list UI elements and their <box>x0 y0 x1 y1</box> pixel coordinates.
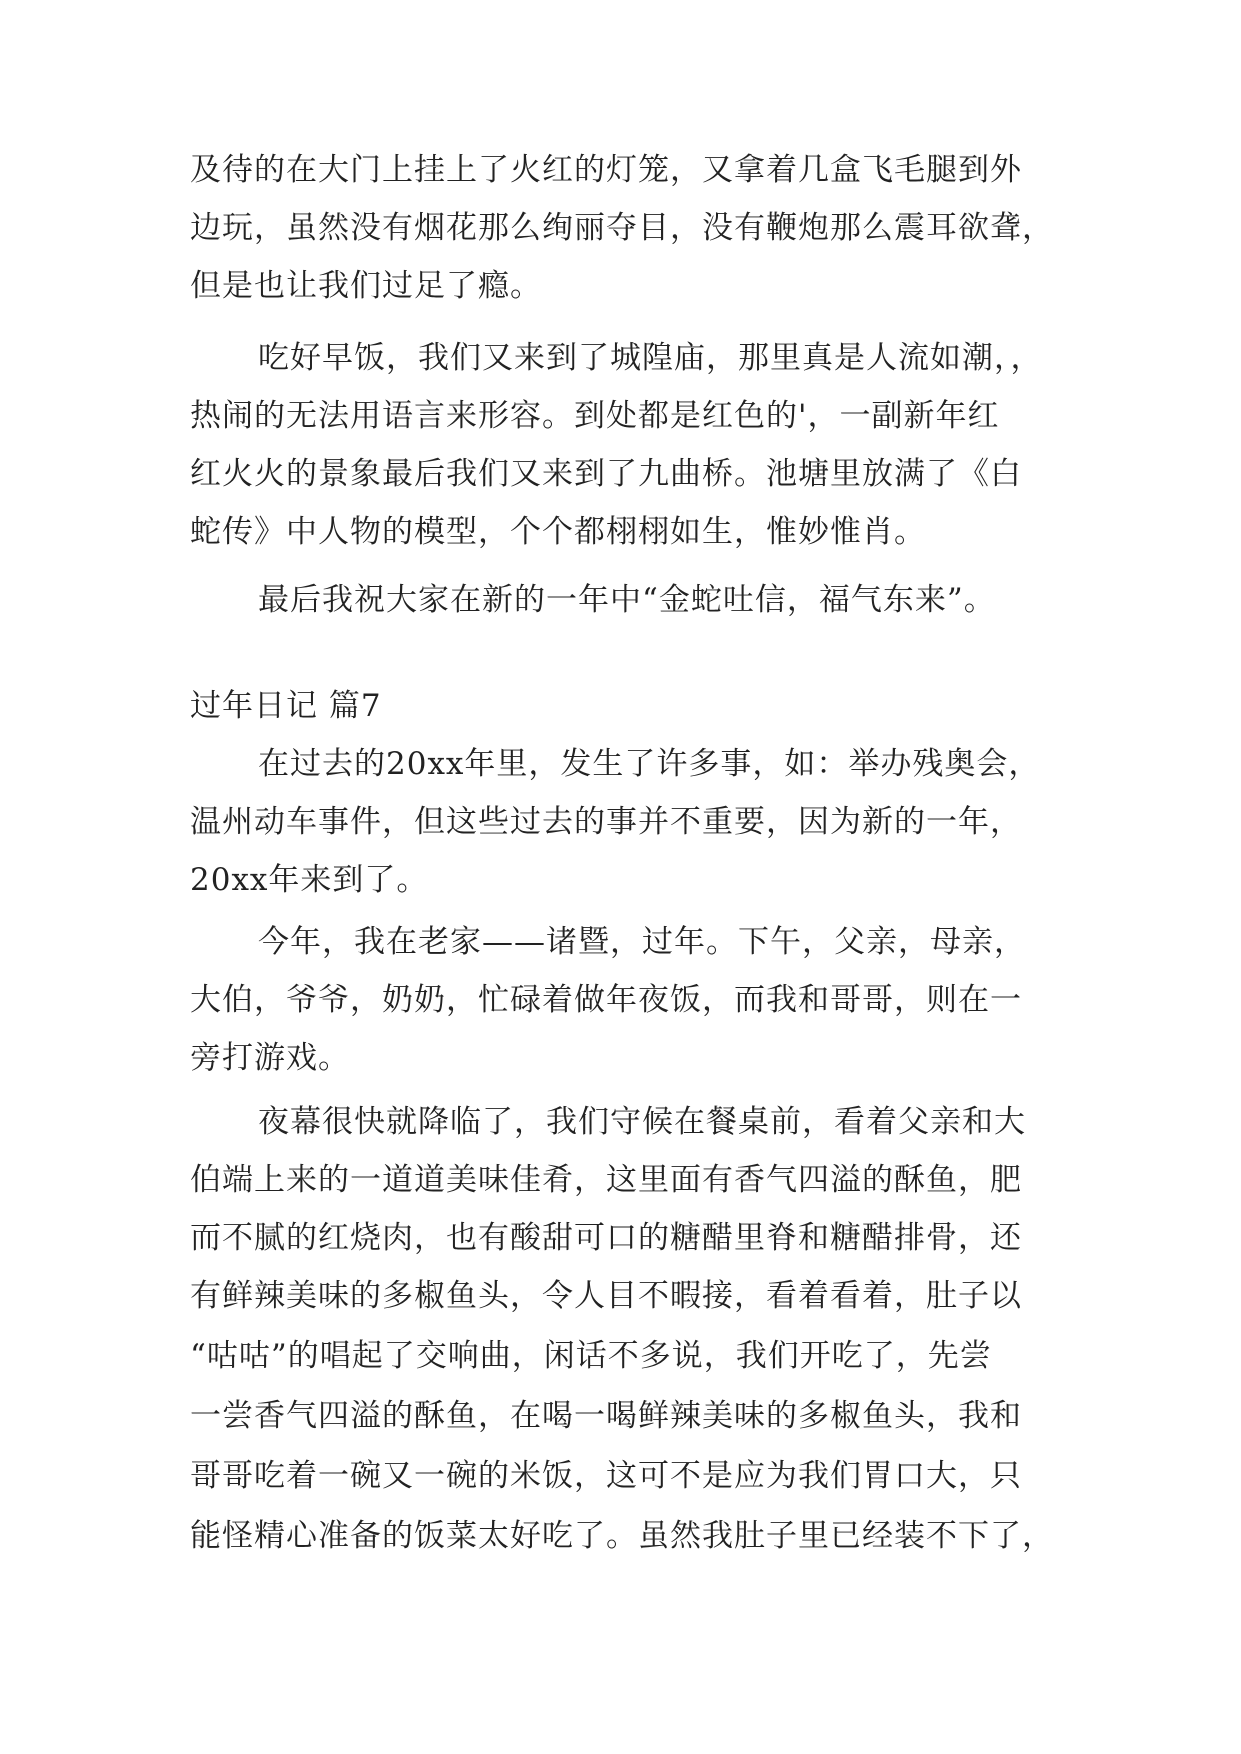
paragraph-first-line: 在过去的20xx年里，发生了许多事，如：举办残奥会， <box>258 746 1041 782</box>
paragraph-first-line: 夜幕很快就降临了，我们守候在餐桌前，看着父亲和大 <box>258 1104 1026 1140</box>
text-line: 哥哥吃着一碗又一碗的米饭，这可不是应为我们胃口大，只 <box>190 1458 1022 1494</box>
text-line: 及待的在大门上挂上了火红的灯笼，又拿着几盒飞毛腿到外 <box>190 152 1022 188</box>
paragraph-first-line: 今年，我在老家——诸暨，过年。下午，父亲，母亲， <box>258 924 1026 960</box>
text-line: 一尝香气四溢的酥鱼，在喝一喝鲜辣美味的多椒鱼头，我和 <box>190 1398 1022 1434</box>
text-line: 热闹的无法用语言来形容。到处都是红色的'，一副新年红 <box>190 398 1000 434</box>
text-line: 旁打游戏。 <box>190 1040 350 1076</box>
text-line: 大伯，爷爷，奶奶，忙碌着做年夜饭，而我和哥哥，则在一 <box>190 982 1022 1018</box>
paragraph-first-line: 最后我祝大家在新的一年中“金蛇吐信，福气东来”。 <box>258 582 996 618</box>
section-title: 过年日记 篇7 <box>190 688 382 724</box>
text-line: 红火火的景象最后我们又来到了九曲桥。池塘里放满了《白 <box>190 456 1022 492</box>
text-line: 而不腻的红烧肉，也有酸甜可口的糖醋里脊和糖醋排骨，还 <box>190 1220 1022 1256</box>
text-line: “咕咕”的唱起了交响曲，闲话不多说，我们开吃了，先尝 <box>190 1338 992 1374</box>
text-line: 边玩，虽然没有烟花那么绚丽夺目，没有鞭炮那么震耳欲聋， <box>190 210 1054 246</box>
text-line: 20xx年来到了。 <box>190 862 429 898</box>
text-line: 蛇传》中人物的模型，个个都栩栩如生，惟妙惟肖。 <box>190 514 926 550</box>
text-line: 有鲜辣美味的多椒鱼头，令人目不暇接，看着看着，肚子以 <box>190 1278 1022 1314</box>
text-line: 温州动车事件，但这些过去的事并不重要，因为新的一年， <box>190 804 1022 840</box>
text-line: 但是也让我们过足了瘾。 <box>190 268 542 304</box>
text-line: 伯端上来的一道道美味佳肴，这里面有香气四溢的酥鱼，肥 <box>190 1162 1022 1198</box>
paragraph-first-line: 吃好早饭，我们又来到了城隍庙，那里真是人流如潮，， <box>258 340 1043 376</box>
text-line: 能怪精心准备的饭菜太好吃了。虽然我肚子里已经装不下了， <box>190 1518 1054 1554</box>
